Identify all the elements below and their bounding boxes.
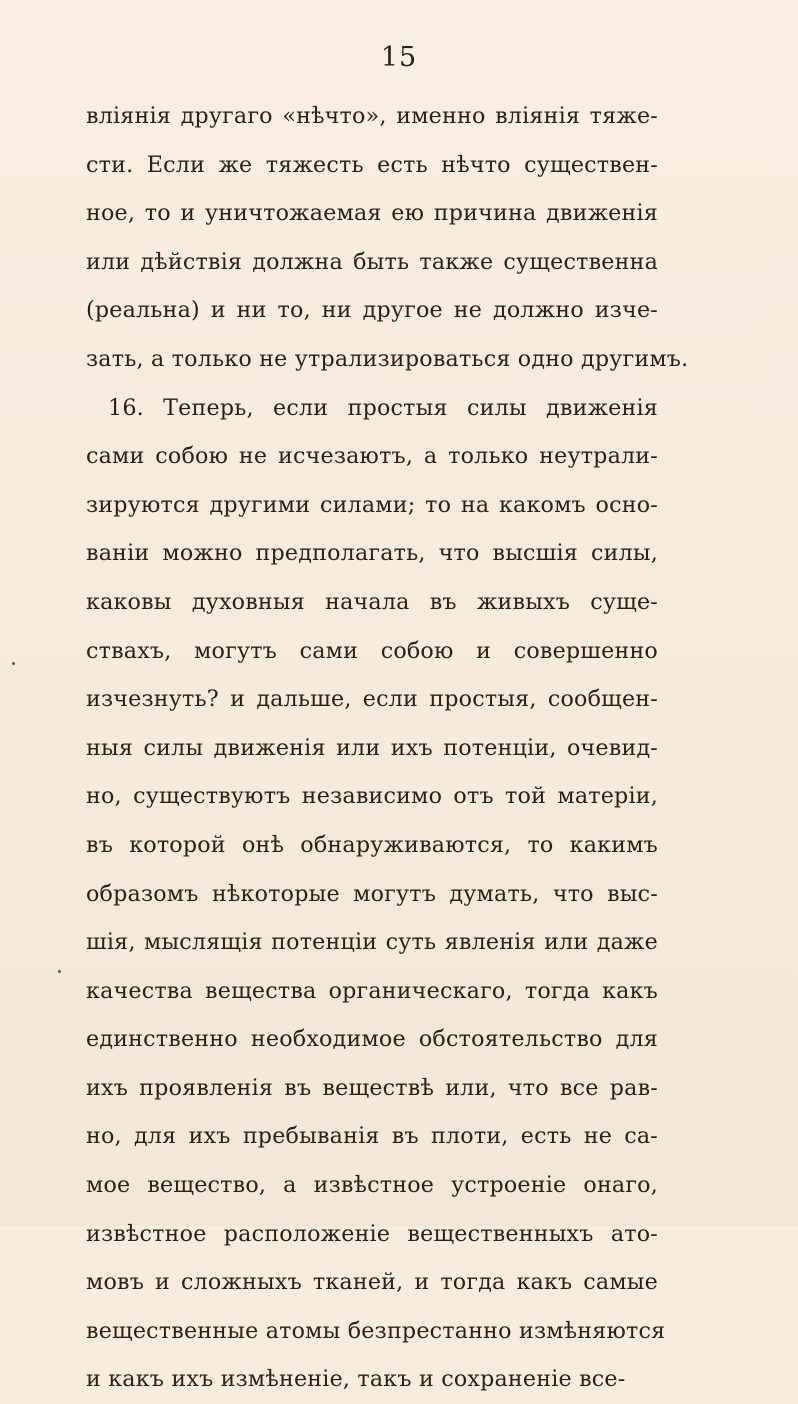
text-line: вещественные атомы безпрестанно измѣняются — [86, 1317, 666, 1344]
text-line: или дѣйствія должна быть также существенна — [86, 248, 658, 275]
text-line: ныя силы движенія или ихъ потенціи, очевид- — [86, 734, 658, 761]
text-line: сами собою не исчезаютъ, а только неутрали- — [86, 443, 658, 470]
text-line: сти. Если же тяжесть есть нѣчто существен- — [86, 151, 658, 178]
text-line: и какъ ихъ измѣненіе, такъ и сохраненіе все- — [86, 1366, 626, 1393]
text-line: но, существуютъ независимо отъ той матеріи, — [86, 783, 658, 810]
text-line: зируются другими силами; то на какомъ осно- — [86, 491, 658, 518]
text-line: мовъ и сложныхъ тканей, и тогда какъ самые — [86, 1269, 658, 1296]
paper-speck — [58, 970, 61, 973]
page-number: 15 — [380, 42, 418, 73]
text-line: образомъ нѣкоторые могутъ думать, что выс- — [86, 880, 658, 907]
text-line: единственно необходимое обстоятельство для — [86, 1026, 658, 1053]
text-line: ное, то и уничтожаемая ею причина движенія — [86, 200, 658, 227]
paragraph-start-line: 16. Теперь, если простыя силы движенія — [108, 394, 658, 421]
text-line: мое вещество, а извѣстное устроеніе онаго, — [86, 1172, 658, 1199]
text-line: каковы духовныя начала въ живыхъ суще- — [86, 588, 658, 615]
text-line: (реальна) и ни то, ни другое не должно изче- — [86, 297, 658, 324]
text-line: ствахъ, могутъ сами собою и совершенно — [86, 637, 658, 664]
text-line: извѣстное расположеніе вещественныхъ ато- — [86, 1220, 658, 1247]
text-line: шія, мыслящія потенціи суть явленія или даже — [86, 929, 658, 956]
text-line: но, для ихъ пребыванія въ плоти, есть не са- — [86, 1123, 658, 1150]
text-line: зать, а только не утрализироваться одно другимъ. — [86, 345, 689, 372]
text-line: вліянія другаго «нѣчто», именно вліянія тяже- — [86, 103, 658, 129]
text-line: въ которой онѣ обнаруживаются, то какимъ — [86, 831, 658, 858]
text-line: качества вещества органическаго, тогда какъ — [86, 977, 658, 1004]
paper-speck — [12, 662, 15, 665]
text-line: изчезнуть? и дальше, если простыя, сообщен- — [86, 686, 658, 713]
text-line: ваніи можно предполагать, что высшія силы, — [86, 540, 658, 567]
text-line: ихъ проявленія въ веществѣ или, что все рав- — [86, 1074, 658, 1101]
body-text — [86, 92, 689, 1404]
